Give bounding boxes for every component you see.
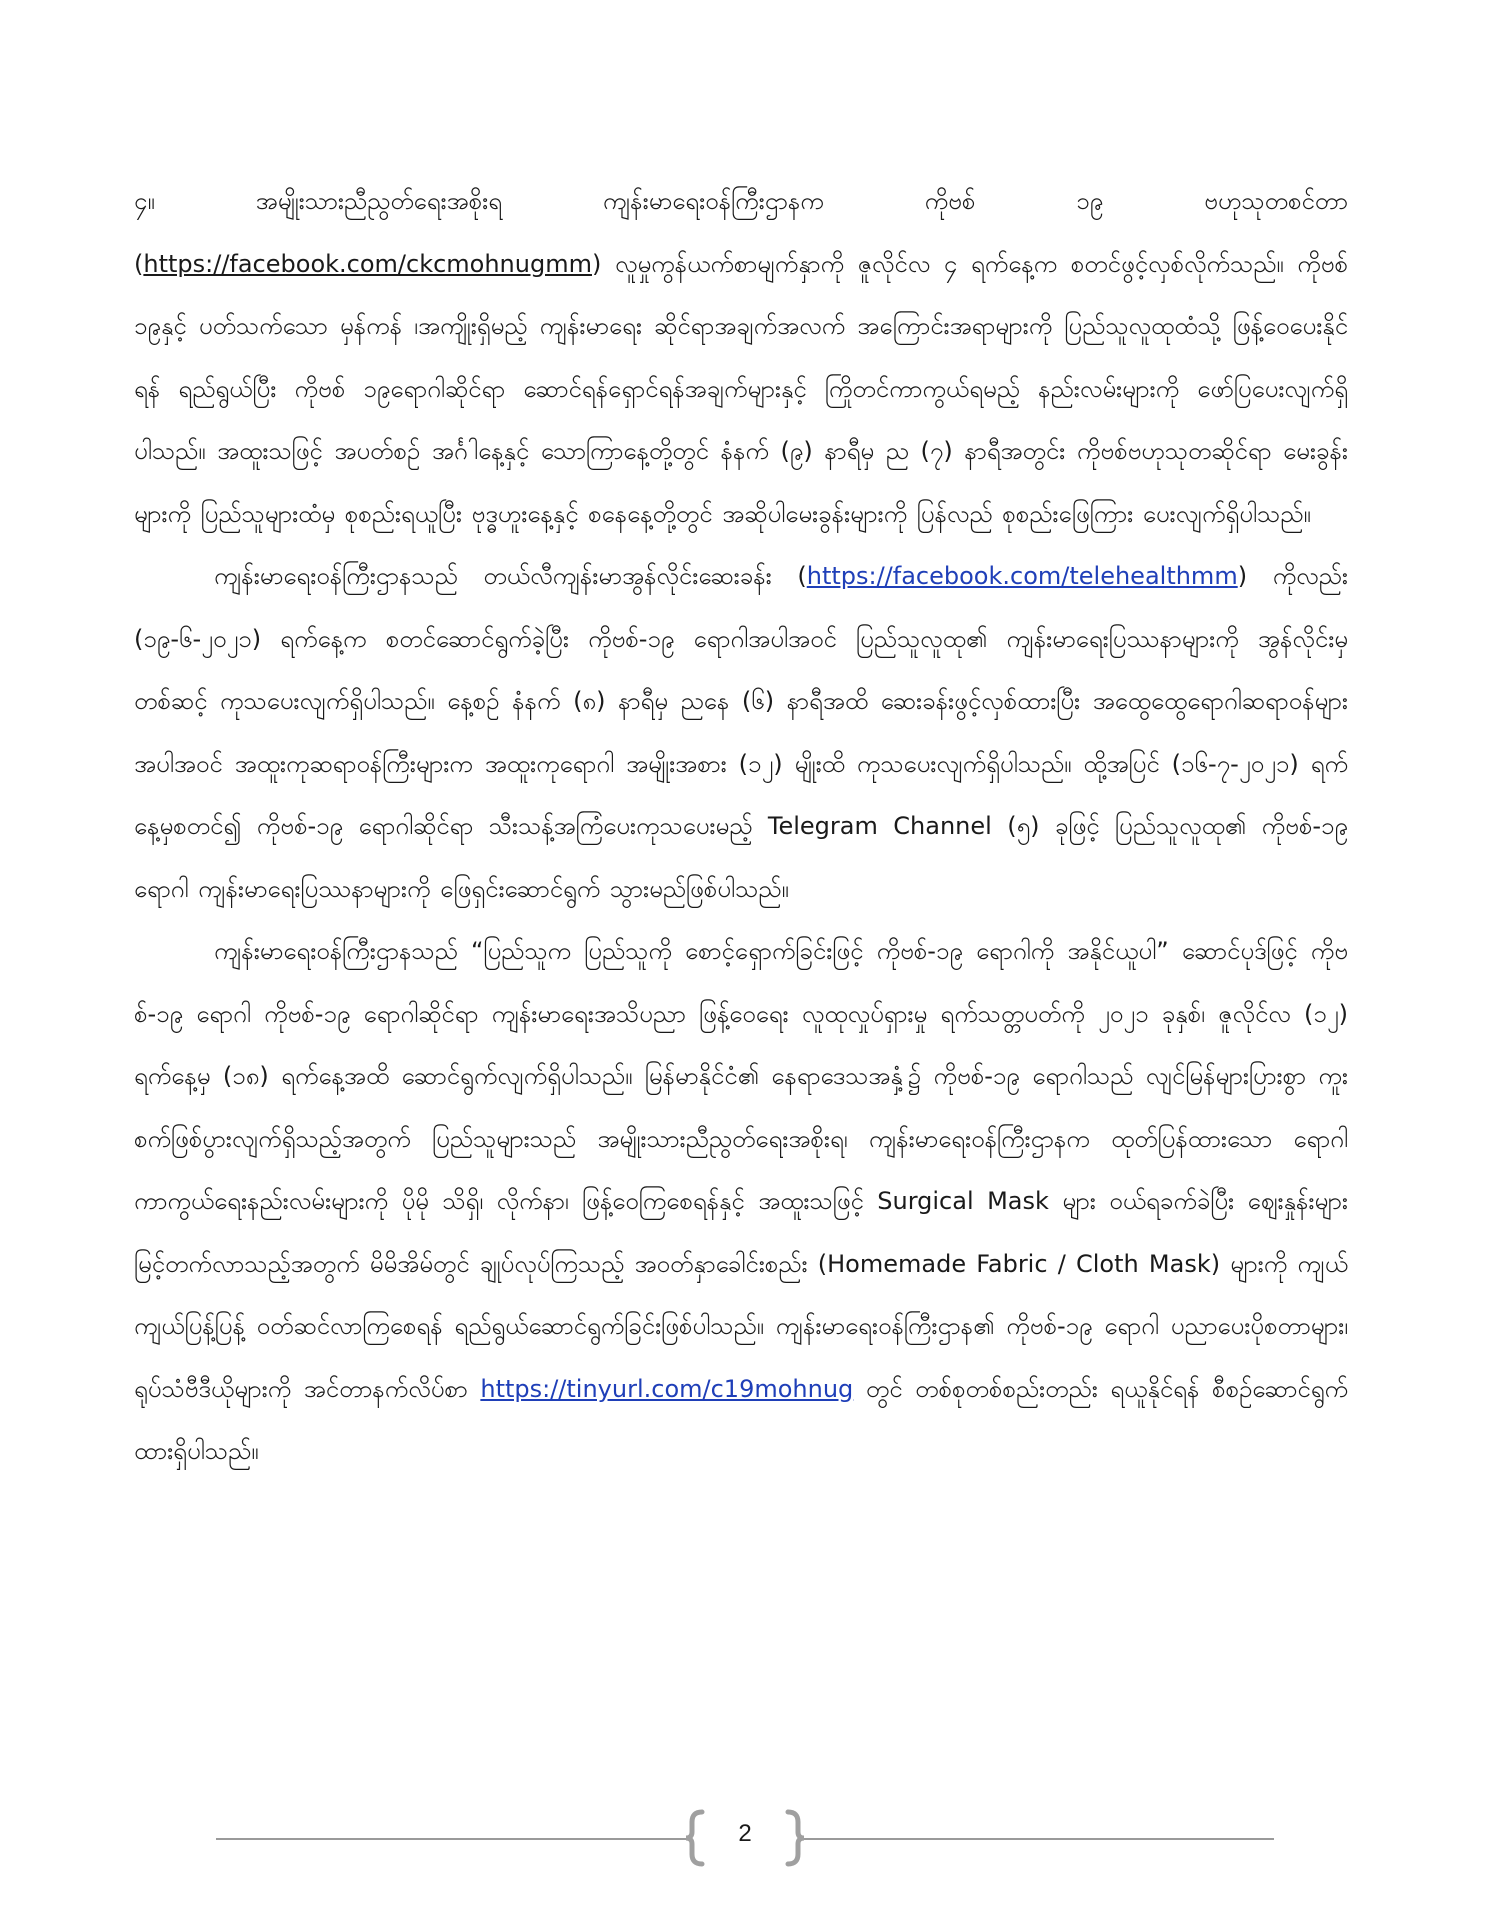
paragraph-2-text-b: ) ကိုလည်း (၁၉-၆-၂၀၂၁) ရက်နေ့က စတင်ဆောင်ရွက်ခဲ့ပြီး ကိုဗစ်-၁၉ ရောဂါအပါအဝင် ပြည်သူလူထု၏ ကျန်းမာရေးပြဿနာများကို အွန်လိုင်းမှတစ်ဆင့် ကုသပေးလျက်ရှိပါသည်။ နေ့စဉ် နံနက် (၈) နာရီမှ ညနေ (၆) နာရီအထိ ဆေးခန်းဖွင့်လှစ်ထားပြီး အထွေထွေရောဂါဆရာဝန်များအပါအဝင် အထူးကုဆရာဝန်ကြီးများက အထူးကုရောဂါ အမျိုးအစား (၁၂) မျိုးထိ ကုသပေးလျက်ရှိပါသည်။ ထို့အပြင် (၁၆-၇-၂၀၂၁) ရက်နေ့မှစတင်၍ ကိုဗစ်-၁၉ ရောဂါဆိုင်ရာ သီးသန့်အကြံပေးကုသပေးမည့် Telegram Channel (၅) ခုဖြင့် ပြည်သူလူထု၏ ကိုဗစ်-၁၉ ရောဂါ ကျန်းမာရေးပြဿနာများကို ဖြေရှင်းဆောင်ရွက် သွားမည်ဖြစ်ပါသည်။ xyxy=(134,562,1349,903)
footer-rule-left xyxy=(216,1838,686,1840)
page-body xyxy=(134,170,1348,1483)
paragraph-3-text-a: ကျန်းမာရေးဝန်ကြီးဌာနသည် “ပြည်သူက ပြည်သူကို စောင့်ရှောက်ခြင်းဖြင့် ကိုဗစ်-၁၉ ရောဂါကို အနိုင်ယူပါ” ဆောင်ပုဒ်ဖြင့် ကိုဗစ်-၁၉ ရောဂါ ကိုဗစ်-၁၉ ရောဂါဆိုင်ရာ ကျန်းမာရေးအသိပညာ ဖြန့်ဝေရေး လူထုလှုပ်ရှားမှု ရက်သတ္တပတ်ကို ၂၀၂၁ ခုနှစ်၊ ဇူလိုင်လ (၁၂) ရက်နေ့မှ (၁၈) ရက်နေ့အထိ ဆောင်ရွက်လျက်ရှိပါသည်။ မြန်မာနိုင်ငံ၏ နေရာဒေသအနှံ့၌ ကိုဗစ်-၁၉ ရောဂါသည် လျင်မြန်များပြားစွာ ကူးစက်ဖြစ်ပွားလျက်ရှိသည့်အတွက် ပြည်သူများသည် အမျိုးသားညီညွတ်ရေးအစိုးရ၊ ကျန်းမာရေးဝန်ကြီးဌာနက ထုတ်ပြန်ထားသော ရောဂါကာကွယ်ရေးနည်းလမ်းများကို ပိုမို သိရှိ၊ လိုက်နာ၊ ဖြန့်ဝေကြစေရန်နှင့် အထူးသဖြင့် Surgical Mask များ ဝယ်ရခက်ခဲပြီး ဈေးနှုန်းများ မြင့်တက်လာသည့်အတွက် မိမိအိမ်တွင် ချုပ်လုပ်ကြသည့် အဝတ်နှာခေါင်းစည်း (Homemade Fabric / Cloth Mask) များကို ကျယ်ကျယ်ပြန့်ပြန့် ဝတ်ဆင်လာကြစေရန် ရည်ရွယ်ဆောင်ရွက်ခြင်းဖြစ်ပါသည်။ ကျန်းမာရေးဝန်ကြီးဌာန၏ ကိုဗစ်-၁၉ ရောဂါ ပညာပေးပိုစတာများ၊ ရုပ်သံဗီဒီယိုများကို အင်တာနက်လိပ်စာ xyxy=(134,937,1348,1403)
paragraph-1-text-b: ) လူမှုကွန်ယက်စာမျက်နှာကို ဇူလိုင်လ ၄ ရက်နေ့က စတင်ဖွင့်လှစ်လိုက်သည်။ ကိုဗစ် ၁၉နှင့် ပတ်သက်သော မှန်ကန် ၊အကျိုးရှိမည့် ကျန်းမာရေး ဆိုင်ရာအချက်အလက် အကြောင်းအရာများကို ပြည်သူလူထုထံသို့ ဖြန့်ဝေပေးနိုင်ရန် ရည်ရွယ်ပြီး ကိုဗစ် ၁၉ရောဂါဆိုင်ရာ ဆောင်ရန်ရှောင်ရန်အချက်များနှင့် ကြိုတင်ကာကွယ်ရမည့် နည်းလမ်းများကို ဖော်ပြပေးလျက်ရှိပါသည်။ အထူးသဖြင့် အပတ်စဉ် အင်္ဂါနေ့နှင့် သောကြာနေ့တို့တွင် နံနက် (၉) နာရီမှ ည (၇) နာရီအတွင်း ကိုဗစ်ဗဟုသုတဆိုင်ရာ မေးခွန်းများကို ပြည်သူများထံမှ စုစည်းရယူပြီး ဗုဒ္ဓဟူးနေ့နှင့် စနေနေ့တို့တွင် အဆိုပါမေးခွန်းများကို ပြန်လည် စုစည်းဖြေကြား ပေးလျက်ရှိပါသည်။ xyxy=(134,249,1348,528)
tinyurl-c19mohnug-link[interactable]: https://tinyurl.com/c19mohnug xyxy=(480,1374,854,1403)
paragraph-2 xyxy=(134,545,1348,920)
paragraph-1 xyxy=(134,170,1348,545)
facebook-telehealthmm-link[interactable]: https://facebook.com/telehealthmm xyxy=(806,562,1238,590)
page-number: 2 xyxy=(738,1820,752,1847)
paragraph-2-text-a: ကျန်းမာရေးဝန်ကြီးဌာနသည် တယ်လီကျန်းမာအွန်လိုင်းဆေးခန်း ( xyxy=(214,562,807,590)
paragraph-3-text-b: တွင် တစ်စုတစ်စည်းတည်း ရယူနိုင်ရန် စီစဉ်ဆောင်ရွက်ထားရှိပါသည်။ xyxy=(134,1374,1349,1465)
facebook-ckcmohnugmm-link[interactable]: https://facebook.com/ckcmohnugmm xyxy=(143,249,592,278)
page-footer xyxy=(0,1808,1488,1868)
paragraph-1-text-a: ၄။ အမျိုးသားညီညွတ်ရေးအစိုးရ ကျန်းမာရေးဝန်ကြီးဌာနက ကိုဗစ် ၁၉ ဗဟုသုတစင်တာ ( xyxy=(134,187,1348,278)
footer-rule-right xyxy=(804,1838,1274,1840)
paragraph-3 xyxy=(134,920,1348,1483)
